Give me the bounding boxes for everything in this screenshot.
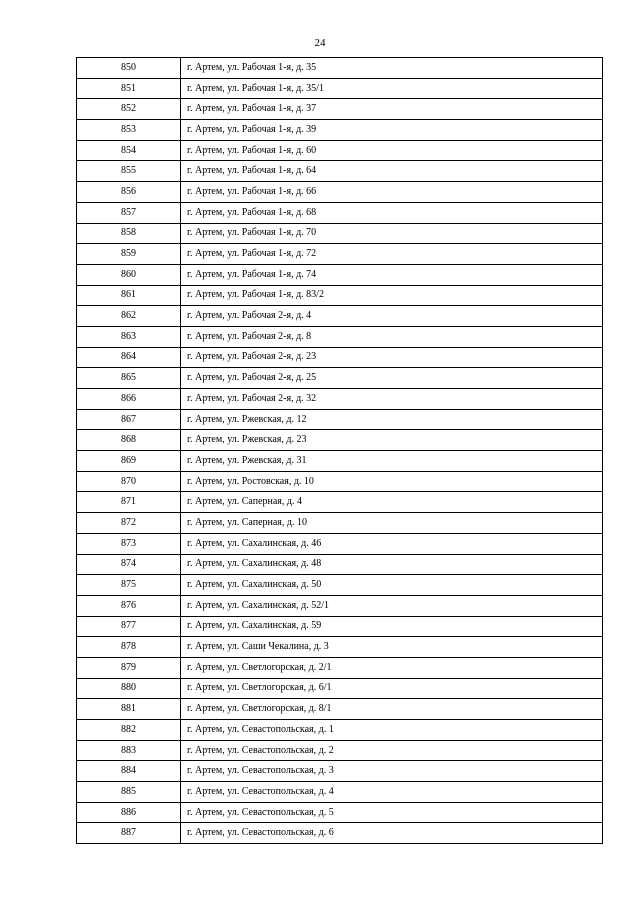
table-row [77, 306, 603, 327]
table-row [77, 720, 603, 741]
address-cell: г. Артем, ул. Сахалинская, д. 52/1 [181, 595, 603, 616]
row-number-cell: 882 [77, 720, 181, 741]
address-cell: г. Артем, ул. Севастопольская, д. 4 [181, 782, 603, 803]
row-number-cell: 883 [77, 740, 181, 761]
address-cell: г. Артем, ул. Рабочая 2-я, д. 25 [181, 368, 603, 389]
address-cell: г. Артем, ул. Сахалинская, д. 59 [181, 616, 603, 637]
row-number-cell: 856 [77, 182, 181, 203]
table-row [77, 264, 603, 285]
row-number-cell: 861 [77, 285, 181, 306]
row-number-cell: 879 [77, 657, 181, 678]
row-number-cell: 854 [77, 140, 181, 161]
table-row [77, 492, 603, 513]
address-cell: г. Артем, ул. Сахалинская, д. 46 [181, 533, 603, 554]
table-row [77, 347, 603, 368]
address-cell: г. Артем, ул. Рабочая 1-я, д. 39 [181, 120, 603, 141]
table-row [77, 740, 603, 761]
address-cell: г. Артем, ул. Рабочая 1-я, д. 37 [181, 99, 603, 120]
address-table-container [76, 57, 602, 844]
row-number-cell: 887 [77, 823, 181, 844]
table-row [77, 678, 603, 699]
table-row [77, 533, 603, 554]
row-number-cell: 872 [77, 513, 181, 534]
row-number-cell: 867 [77, 409, 181, 430]
address-cell: г. Артем, ул. Рабочая 2-я, д. 32 [181, 389, 603, 410]
address-cell: г. Артем, ул. Ржевская, д. 31 [181, 451, 603, 472]
address-cell: г. Артем, ул. Ростовская, д. 10 [181, 471, 603, 492]
table-row [77, 161, 603, 182]
table-row [77, 761, 603, 782]
row-number-cell: 864 [77, 347, 181, 368]
row-number-cell: 874 [77, 554, 181, 575]
row-number-cell: 860 [77, 264, 181, 285]
address-cell: г. Артем, ул. Светлогорская, д. 2/1 [181, 657, 603, 678]
address-cell: г. Артем, ул. Рабочая 1-я, д. 70 [181, 223, 603, 244]
address-cell: г. Артем, ул. Севастопольская, д. 5 [181, 802, 603, 823]
table-row [77, 285, 603, 306]
table-row [77, 513, 603, 534]
address-table [76, 57, 603, 844]
row-number-cell: 876 [77, 595, 181, 616]
row-number-cell: 868 [77, 430, 181, 451]
address-cell: г. Артем, ул. Рабочая 2-я, д. 23 [181, 347, 603, 368]
table-row [77, 409, 603, 430]
row-number-cell: 850 [77, 58, 181, 79]
row-number-cell: 851 [77, 78, 181, 99]
table-row [77, 595, 603, 616]
row-number-cell: 866 [77, 389, 181, 410]
address-cell: г. Артем, ул. Светлогорская, д. 6/1 [181, 678, 603, 699]
table-row [77, 637, 603, 658]
table-row [77, 451, 603, 472]
row-number-cell: 884 [77, 761, 181, 782]
address-cell: г. Артем, ул. Севастопольская, д. 3 [181, 761, 603, 782]
row-number-cell: 857 [77, 202, 181, 223]
address-cell: г. Артем, ул. Рабочая 1-я, д. 68 [181, 202, 603, 223]
table-row [77, 657, 603, 678]
address-cell: г. Артем, ул. Светлогорская, д. 8/1 [181, 699, 603, 720]
row-number-cell: 875 [77, 575, 181, 596]
table-row [77, 368, 603, 389]
address-cell: г. Артем, ул. Севастопольская, д. 6 [181, 823, 603, 844]
address-cell: г. Артем, ул. Рабочая 1-я, д. 66 [181, 182, 603, 203]
table-row [77, 823, 603, 844]
table-row [77, 554, 603, 575]
address-cell: г. Артем, ул. Саперная, д. 4 [181, 492, 603, 513]
row-number-cell: 870 [77, 471, 181, 492]
row-number-cell: 871 [77, 492, 181, 513]
row-number-cell: 886 [77, 802, 181, 823]
row-number-cell: 853 [77, 120, 181, 141]
row-number-cell: 863 [77, 326, 181, 347]
table-row [77, 58, 603, 79]
row-number-cell: 869 [77, 451, 181, 472]
table-row [77, 99, 603, 120]
row-number-cell: 852 [77, 99, 181, 120]
table-row [77, 782, 603, 803]
row-number-cell: 858 [77, 223, 181, 244]
address-cell: г. Артем, ул. Рабочая 2-я, д. 4 [181, 306, 603, 327]
table-row [77, 430, 603, 451]
address-cell: г. Артем, ул. Сахалинская, д. 48 [181, 554, 603, 575]
table-row [77, 471, 603, 492]
table-row [77, 202, 603, 223]
row-number-cell: 865 [77, 368, 181, 389]
row-number-cell: 881 [77, 699, 181, 720]
address-cell: г. Артем, ул. Саши Чекалина, д. 3 [181, 637, 603, 658]
address-cell: г. Артем, ул. Рабочая 1-я, д. 72 [181, 244, 603, 265]
address-cell: г. Артем, ул. Рабочая 1-я, д. 74 [181, 264, 603, 285]
row-number-cell: 878 [77, 637, 181, 658]
address-table-body [77, 58, 603, 844]
table-row [77, 389, 603, 410]
table-row [77, 616, 603, 637]
address-cell: г. Артем, ул. Сахалинская, д. 50 [181, 575, 603, 596]
row-number-cell: 873 [77, 533, 181, 554]
page-number: 24 [314, 37, 326, 49]
row-number-cell: 880 [77, 678, 181, 699]
row-number-cell: 862 [77, 306, 181, 327]
table-row [77, 120, 603, 141]
table-row [77, 182, 603, 203]
address-cell: г. Артем, ул. Ржевская, д. 12 [181, 409, 603, 430]
address-cell: г. Артем, ул. Саперная, д. 10 [181, 513, 603, 534]
row-number-cell: 859 [77, 244, 181, 265]
table-row [77, 326, 603, 347]
address-cell: г. Артем, ул. Рабочая 1-я, д. 60 [181, 140, 603, 161]
address-cell: г. Артем, ул. Рабочая 1-я, д. 64 [181, 161, 603, 182]
table-row [77, 244, 603, 265]
table-row [77, 575, 603, 596]
table-row [77, 223, 603, 244]
address-cell: г. Артем, ул. Рабочая 1-я, д. 35/1 [181, 78, 603, 99]
table-row [77, 699, 603, 720]
table-row [77, 802, 603, 823]
address-cell: г. Артем, ул. Рабочая 1-я, д. 83/2 [181, 285, 603, 306]
address-cell: г. Артем, ул. Севастопольская, д. 2 [181, 740, 603, 761]
address-cell: г. Артем, ул. Рабочая 1-я, д. 35 [181, 58, 603, 79]
table-row [77, 140, 603, 161]
row-number-cell: 855 [77, 161, 181, 182]
table-row [77, 78, 603, 99]
address-cell: г. Артем, ул. Рабочая 2-я, д. 8 [181, 326, 603, 347]
address-cell: г. Артем, ул. Севастопольская, д. 1 [181, 720, 603, 741]
row-number-cell: 877 [77, 616, 181, 637]
address-cell: г. Артем, ул. Ржевская, д. 23 [181, 430, 603, 451]
row-number-cell: 885 [77, 782, 181, 803]
